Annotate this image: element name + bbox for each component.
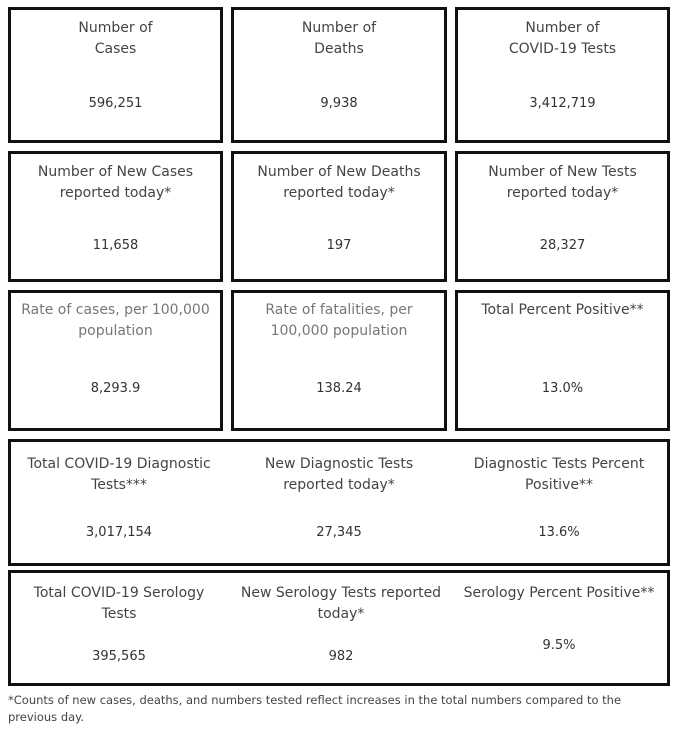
label-line: reported today* [283, 185, 395, 201]
serology-percent-value: 9.5% [542, 638, 576, 653]
fatality-rate-card [231, 290, 447, 431]
footnote: *Counts of new cases, deaths, and numbers tested reflect increases in the total numbers compared to the previous day. [8, 693, 622, 724]
label-line: reported today* [59, 185, 172, 201]
card-label [458, 162, 667, 204]
label-line: population [78, 323, 153, 339]
label-line: Total COVID-19 Diagnostic [27, 456, 211, 472]
card-label [458, 18, 667, 60]
label-line: Number of New Deaths [257, 164, 421, 180]
cases-value: 596,251 [88, 96, 143, 111]
tests-card [455, 7, 670, 143]
tests-value: 3,412,719 [529, 96, 596, 111]
diagnostic-total-value: 3,017,154 [85, 525, 153, 540]
card-label [458, 300, 667, 321]
card-label [11, 583, 227, 625]
label-line: reported today* [283, 477, 395, 493]
cases-card [8, 7, 223, 143]
serology-percent-cell [451, 573, 667, 683]
label-line: 100,000 population [270, 323, 408, 339]
diagnostic-new-value: 27,345 [316, 525, 362, 540]
label-line: Tests*** [91, 477, 147, 493]
serology-new-cell [231, 573, 451, 683]
new-cases-card [8, 151, 223, 282]
card-label [11, 454, 227, 496]
diagnostic-tests-panel [8, 439, 670, 566]
diagnostic-percent-value: 13.6% [538, 525, 580, 540]
label-line: Number of [525, 20, 600, 36]
label-line: Cases [94, 41, 137, 57]
percent-positive-card [455, 290, 670, 431]
deaths-card [231, 7, 447, 143]
label-line: Number of [301, 20, 377, 36]
label-line: Diagnostic Tests Percent [473, 456, 645, 472]
label-line: Tests [101, 606, 137, 622]
card-label [11, 300, 220, 342]
card-label [234, 162, 444, 204]
label-line: today* [317, 606, 365, 622]
card-label [234, 18, 444, 60]
case-rate-value: 8,293.9 [90, 381, 141, 396]
label-line: reported today* [506, 185, 619, 201]
label-line: Deaths [314, 41, 364, 57]
card-label [451, 583, 667, 604]
new-tests-card [455, 151, 670, 282]
label-line: Serology Percent Positive** [463, 585, 655, 601]
label-line: Total Percent Positive** [481, 302, 644, 318]
fatality-rate-value: 138.24 [316, 381, 362, 396]
new-tests-value: 28,327 [539, 238, 586, 253]
diagnostic-total-cell [11, 442, 227, 563]
serology-total-value: 395,565 [92, 649, 146, 664]
label-line: New Diagnostic Tests [264, 456, 414, 472]
card-label [234, 300, 444, 342]
card-label [11, 18, 220, 60]
diagnostic-percent-cell [451, 442, 667, 563]
new-cases-value: 11,658 [92, 238, 139, 253]
label-line: Rate of cases, per 100,000 [21, 302, 210, 318]
label-line: Total COVID-19 Serology [33, 585, 205, 601]
label-line: Positive** [525, 477, 593, 493]
label-line: Number of [78, 20, 153, 36]
new-deaths-card [231, 151, 447, 282]
serology-total-cell [11, 573, 227, 683]
serology-tests-panel [8, 570, 670, 686]
card-label [11, 162, 220, 204]
label-line: New Serology Tests reported [240, 585, 442, 601]
case-rate-card [8, 290, 223, 431]
label-line: Number of New Cases [37, 164, 194, 180]
label-line: Rate of fatalities, per [265, 302, 413, 318]
percent-positive-value: 13.0% [541, 381, 584, 396]
deaths-value: 9,938 [320, 96, 358, 111]
card-label [231, 454, 447, 496]
label-line: Number of New Tests [488, 164, 637, 180]
label-line: COVID-19 Tests [508, 41, 617, 57]
diagnostic-new-cell [231, 442, 447, 563]
card-label [231, 583, 451, 625]
card-label [451, 454, 667, 496]
serology-new-value: 982 [328, 649, 354, 664]
new-deaths-value: 197 [326, 238, 352, 253]
